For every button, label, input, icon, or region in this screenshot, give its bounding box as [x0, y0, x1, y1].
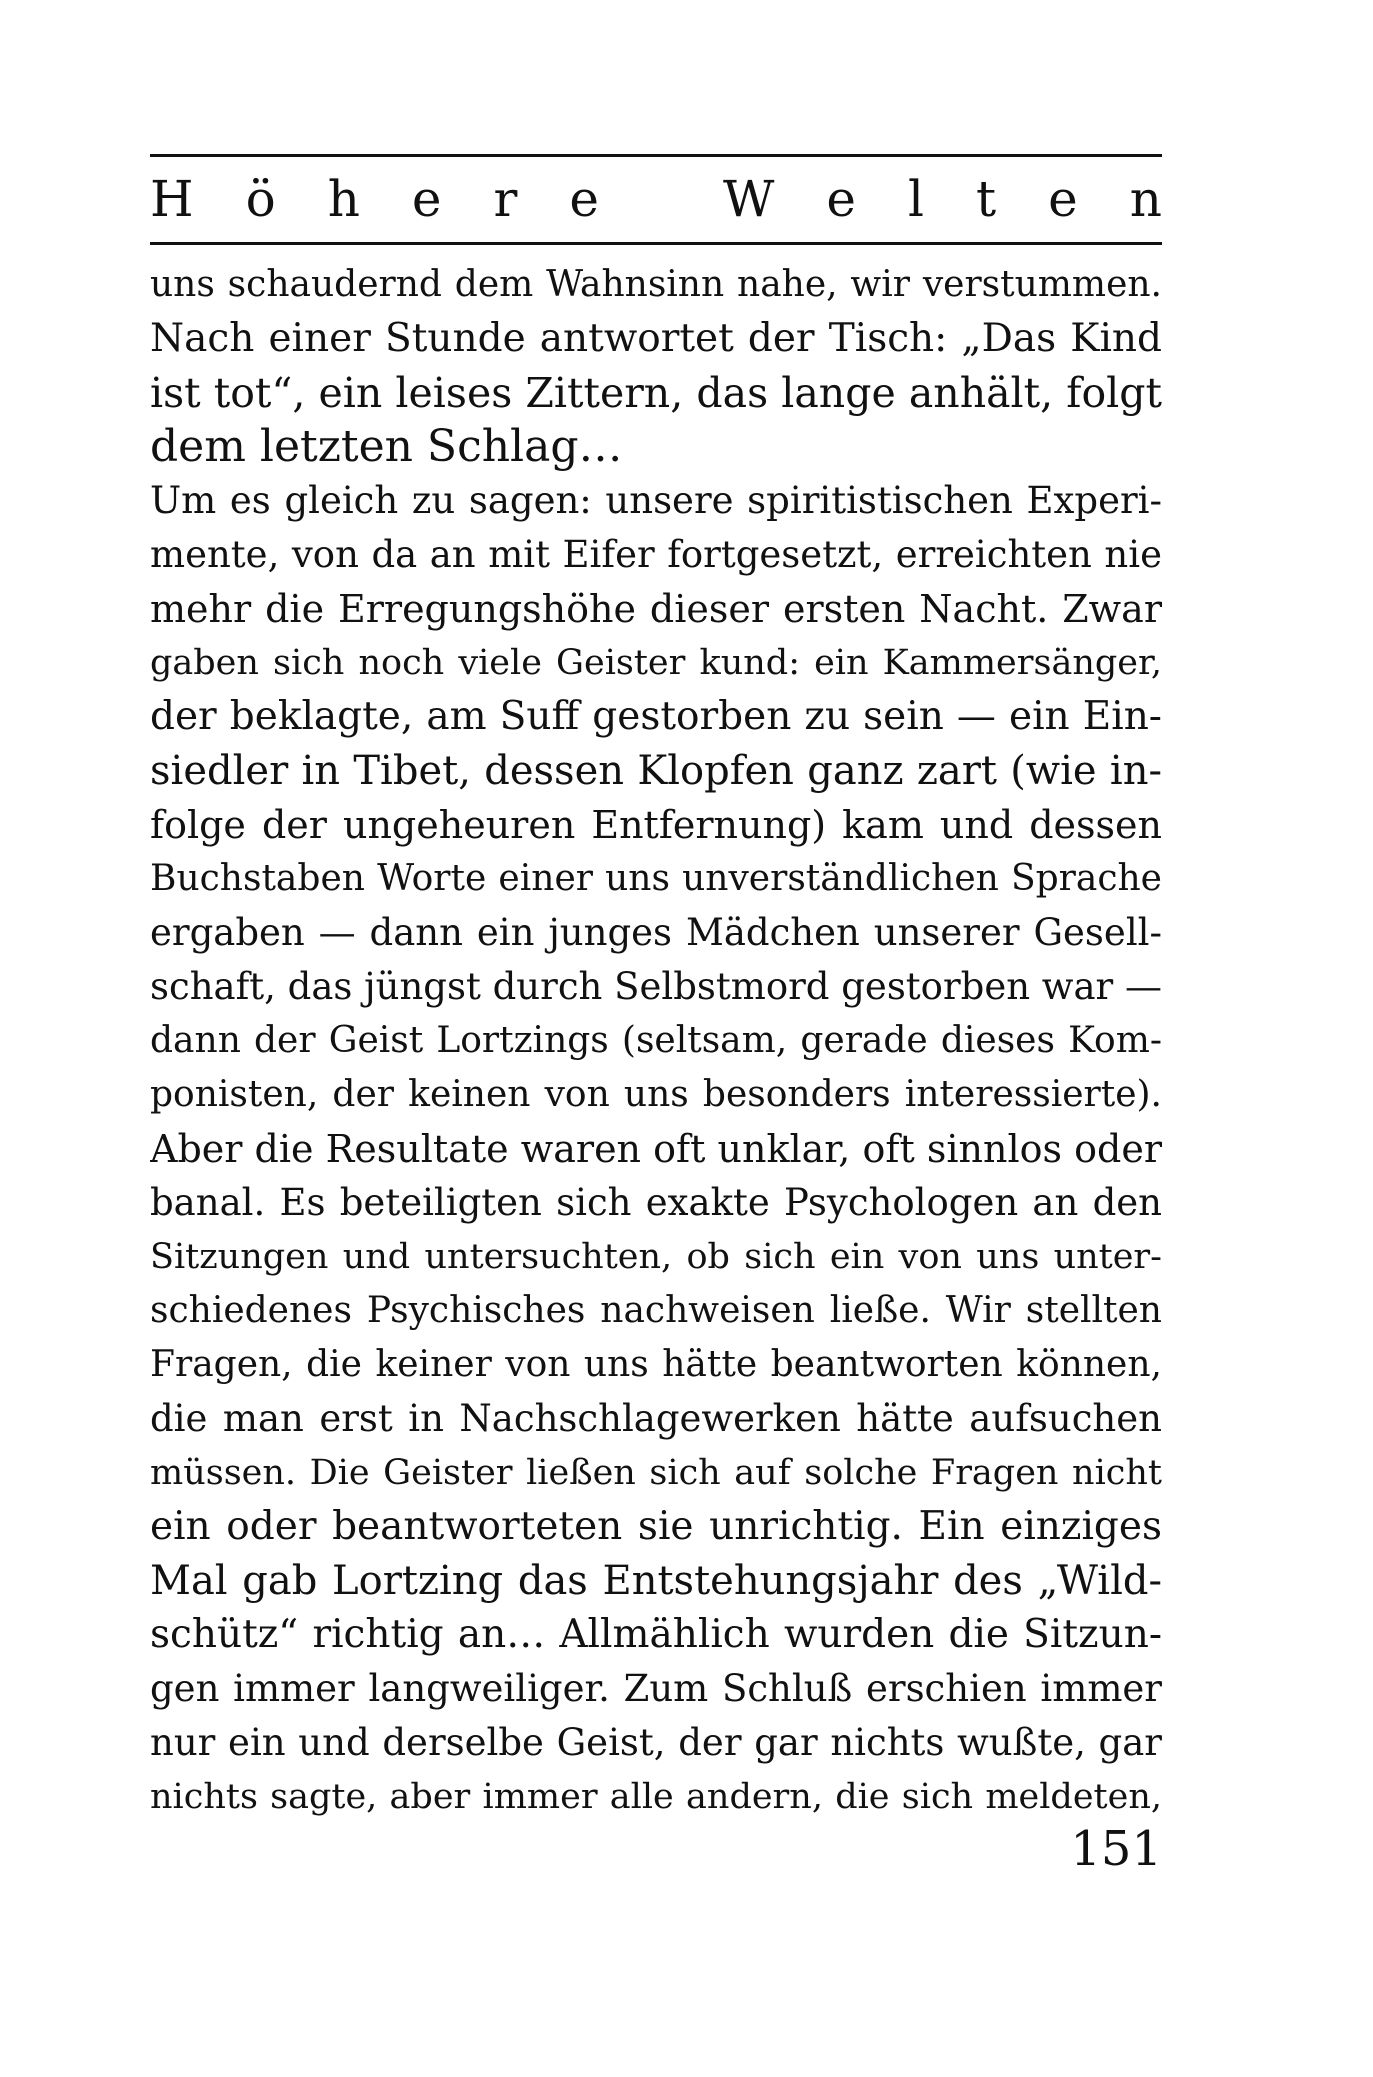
text-line: nichts sagte, aber immer alle andern, die sich meldeten, [150, 1777, 1162, 1817]
text-line: müssen. Die Geister ließen sich auf solche Fragen nicht [150, 1453, 1162, 1493]
text-line: dem letzten Schlag… [150, 421, 623, 472]
text-line: schütz“ richtig an… Allmählich wurden die Sitzun- [150, 1612, 1162, 1657]
text-line: Mal gab Lortzing das Entstehungsjahr des „Wild- [150, 1558, 1162, 1604]
running-head-letter: l [908, 170, 925, 228]
text-line: gen immer langweiliger. Zum Schluß erschien immer [150, 1667, 1162, 1710]
text-line: mente, von da an mit Eifer fortgesetzt, erreichten nie [150, 533, 1162, 576]
text-line: Nach einer Stunde antwortet der Tisch: „Das Kind [150, 316, 1162, 361]
text-line: Um es gleich zu sagen: unsere spiritistischen Experi- [150, 479, 1162, 522]
running-head-letter: t [976, 170, 997, 228]
running-head-letter: h [327, 170, 360, 228]
text-line: Sitzungen und untersuchten, ob sich ein von uns unter- [150, 1237, 1162, 1277]
text-line: folge der ungeheuren Entfernung) kam und dessen [150, 803, 1162, 847]
text-line: mehr die Erregungshöhe dieser ersten Nacht. Zwar [150, 587, 1162, 631]
page-number: 151 [1070, 1821, 1162, 1877]
body-text [150, 258, 1162, 1824]
header-rule-bottom [150, 242, 1162, 245]
running-head-letter: n [1129, 170, 1162, 228]
running-head-letter: ö [245, 170, 276, 228]
text-line: der beklagte, am Suff gestorben zu sein — ein Ein- [150, 694, 1162, 739]
text-line: ein oder beantworteten sie unrichtig. Ein einziges [150, 1504, 1162, 1549]
running-head-letter: e [826, 170, 857, 228]
text-line: schiedenes Psychisches nachweisen ließe. Wir stellten [150, 1290, 1162, 1331]
text-line: Aber die Resultate waren oft unklar, oft sinnlos oder [150, 1127, 1162, 1171]
text-line: banal. Es beteiligten sich exakte Psychologen an den [150, 1181, 1162, 1224]
running-head [150, 163, 1162, 235]
text-line: ergaben — dann ein junges Mädchen unserer Gesell- [150, 911, 1162, 954]
text-line: gaben sich noch viele Geister kund: ein Kammersänger, [150, 643, 1162, 683]
text-line: die man erst in Nachschlagewerken hätte aufsuchen [150, 1397, 1162, 1440]
running-head-letter: e [411, 170, 442, 228]
text-line: uns schaudernd dem Wahnsinn nahe, wir verstummen. [150, 264, 1162, 305]
text-line: ist tot“, ein leises Zittern, das lange anhält, folgt [150, 369, 1162, 417]
text-line: schaft, das jüngst durch Selbstmord gestorben war — [150, 965, 1162, 1008]
text-line: dann der Geist Lortzings (seltsam, gerade dieses Kom- [150, 1020, 1162, 1061]
running-head-letter: e [1048, 170, 1078, 228]
running-head-letter: W [723, 170, 775, 228]
text-line: Fragen, die keiner von uns hätte beantworten können, [150, 1344, 1162, 1385]
text-line: siedler in Tibet, dessen Klopfen ganz zart (wie in- [150, 748, 1162, 794]
text-line: Buchstaben Worte einer uns unverständlichen Sprache [150, 858, 1162, 899]
text-line: nur ein und derselbe Geist, der gar nichts wußte, gar [150, 1721, 1162, 1764]
running-head-letter: H [150, 170, 194, 228]
running-head-letter: e [569, 170, 600, 228]
running-head-letter: r [493, 170, 518, 228]
text-line: ponisten, der keinen von uns besonders interessierte). [150, 1074, 1162, 1115]
header-rule-top [150, 154, 1162, 157]
